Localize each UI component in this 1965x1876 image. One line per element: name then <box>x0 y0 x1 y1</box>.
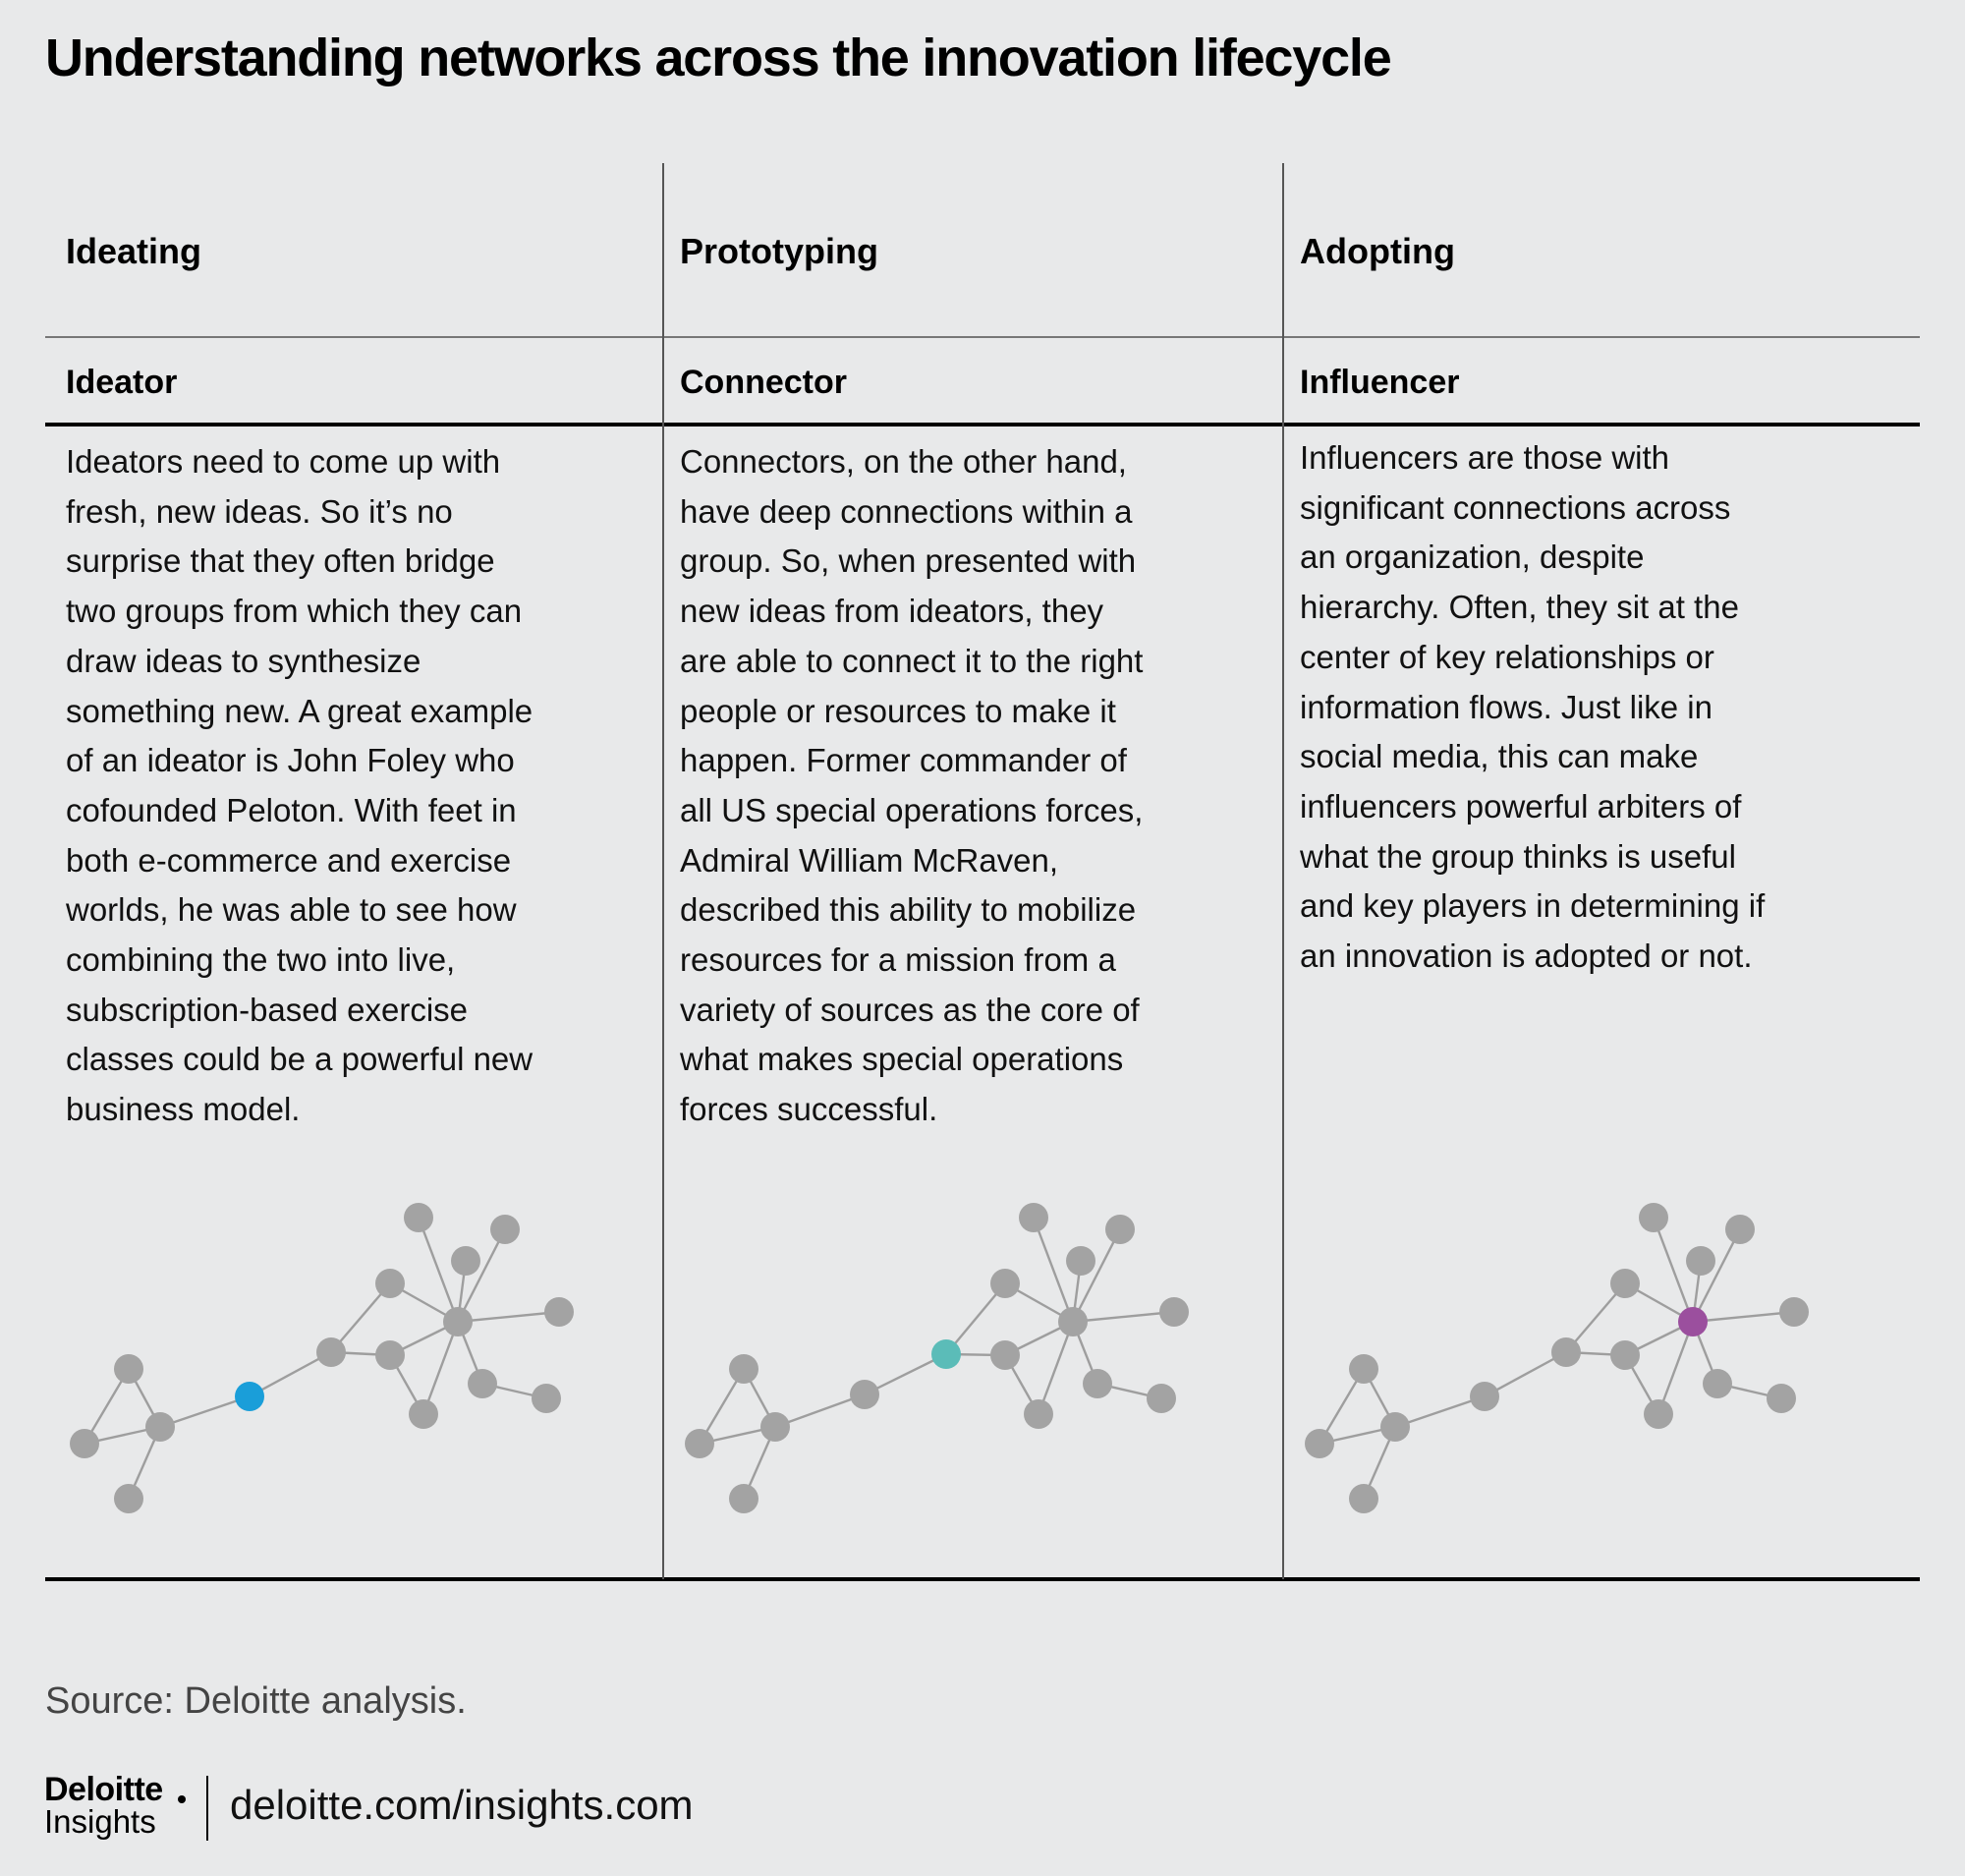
highlighted-influencer-node <box>1678 1307 1708 1336</box>
network-node <box>1644 1399 1673 1429</box>
role-influencer: Influencer <box>1300 364 1460 401</box>
highlighted-ideator-node <box>235 1382 264 1411</box>
network-node <box>1610 1269 1640 1298</box>
network-link <box>419 1218 458 1322</box>
network-node <box>1767 1384 1796 1413</box>
network-node <box>114 1484 143 1513</box>
network-node <box>145 1412 175 1442</box>
network-node <box>404 1203 433 1232</box>
network-node <box>70 1429 99 1458</box>
header-divider <box>45 336 1920 338</box>
network-node <box>1779 1297 1809 1327</box>
network-node <box>1470 1382 1499 1411</box>
network-node <box>532 1384 561 1413</box>
highlighted-connector-node <box>931 1339 961 1369</box>
network-node <box>1019 1203 1048 1232</box>
network-node <box>490 1215 520 1244</box>
network-node <box>1725 1215 1755 1244</box>
footer-separator <box>206 1776 208 1841</box>
network-node <box>544 1297 574 1327</box>
network-node <box>1083 1369 1112 1398</box>
network-node <box>468 1369 497 1398</box>
role-divider <box>45 423 1920 426</box>
network-node <box>685 1429 714 1458</box>
description-connector: Connectors, on the other hand, have deep connections within a group. So, when presented with new ideas from ideators, they are able to connect it to the right people or resources to make it happen. Former commander of all US special operations forces, Admiral William McRaven, described this ability to mobilize resources for a mission from a variety of sources as the core of what makes special operations forces successful. <box>680 443 1144 1128</box>
website-url: deloitte.com/insights.com <box>230 1782 694 1828</box>
network-node <box>1024 1399 1053 1429</box>
network-node <box>451 1246 480 1276</box>
network-node <box>114 1354 143 1384</box>
network-node <box>1105 1215 1135 1244</box>
logo-dot <box>178 1795 186 1803</box>
network-link <box>1654 1218 1693 1322</box>
role-ideator: Ideator <box>66 364 178 401</box>
network-node <box>1686 1246 1715 1276</box>
network-node <box>1639 1203 1668 1232</box>
network-node <box>990 1269 1020 1298</box>
page-title: Understanding networks across the innovation lifecycle <box>45 28 1391 87</box>
insights-logo-text: Insights <box>44 1803 156 1840</box>
network-diagram-connector <box>660 1179 1230 1533</box>
description-ideator: Ideators need to come up with fresh, new ideas. So it’s no surprise that they often bridge two groups from which they can draw ideas to synthesize something new. A great example of an ideator is John Foley who cofounded Peloton. With feet in both e-commerce and exercise worlds, he was able to see how combining the two into live, subscription-based exercise classes could be a powerful new business model. <box>66 443 533 1128</box>
network-node <box>1147 1384 1176 1413</box>
network-node <box>1159 1297 1189 1327</box>
stage-prototyping: Prototyping <box>680 231 878 271</box>
network-node <box>1066 1246 1095 1276</box>
network-node <box>1349 1484 1378 1513</box>
network-node <box>375 1269 405 1298</box>
network-node <box>1349 1354 1378 1384</box>
network-diagram-influencer <box>1280 1179 1850 1533</box>
network-node <box>990 1340 1020 1370</box>
network-node <box>729 1484 758 1513</box>
network-node <box>443 1307 473 1336</box>
stage-adopting: Adopting <box>1300 231 1455 271</box>
network-node <box>375 1340 405 1370</box>
network-diagram-ideator <box>45 1179 615 1533</box>
network-link <box>1693 1312 1794 1322</box>
network-node <box>760 1412 790 1442</box>
network-node <box>316 1337 346 1367</box>
description-influencer: Influencers are those with significant connections across an organization, despite hierarchy. Often, they sit at the center of key relationships or information flows. Just like in social media, this can make influencers powerful arbiters of what the group thinks is useful and key players in determining if an innovation is adopted or not. <box>1300 439 1766 975</box>
network-node <box>1610 1340 1640 1370</box>
network-node <box>729 1354 758 1384</box>
network-node <box>409 1399 438 1429</box>
network-node <box>1551 1337 1581 1367</box>
network-node <box>1380 1412 1410 1442</box>
network-node <box>1305 1429 1334 1458</box>
network-link <box>1073 1312 1174 1322</box>
role-connector: Connector <box>680 364 847 401</box>
deloitte-logo: Deloitte <box>44 1771 163 1808</box>
source-note: Source: Deloitte analysis. <box>45 1680 467 1722</box>
network-link <box>1034 1218 1073 1322</box>
network-node <box>1703 1369 1732 1398</box>
bottom-divider <box>45 1577 1920 1581</box>
stage-ideating: Ideating <box>66 231 202 271</box>
network-node <box>1058 1307 1088 1336</box>
network-link <box>458 1312 559 1322</box>
network-node <box>850 1380 879 1409</box>
